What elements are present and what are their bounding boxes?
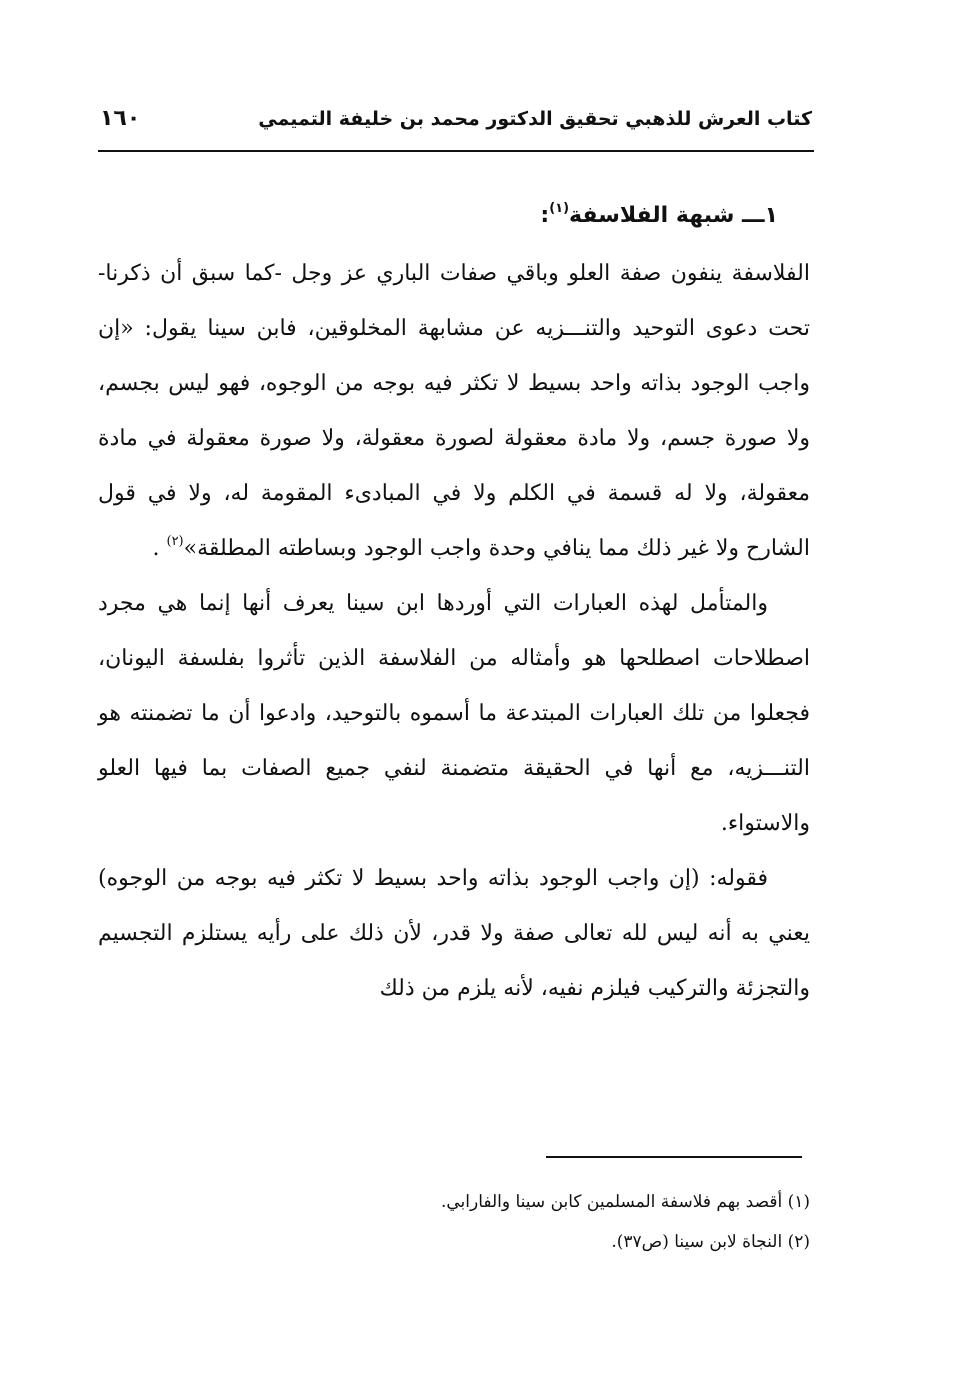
running-header (100, 104, 812, 148)
main-text (98, 186, 810, 1016)
section-heading-text: ١ـــ شبهة الفلاسفة (569, 203, 778, 228)
paragraph-2: والمتأمل لهذه العبارات التي أوردها ابن سينا يعرف أنها إنما هي مجرد اصطلاحات اصطلحها هو وأمثاله من الفلاسفة الذين تأثروا بفلسفة اليونان، فجعلوا من تلك العبارات المبتدعة ما أسموه بالتوحيد، وادعوا أن ما تضمنته هو التنـــزيه، مع أنها في الحقيقة متضمنة لنفي جميع الصفات بما فيها العلو والاستواء. (98, 591, 810, 836)
paragraph-3: فقوله: (إن واجب الوجود بذاته واحد بسيط لا تكثر فيه بوجه من الوجوه) يعني به أنه ليس لله تعالى صفة ولا قدر، لأن ذلك على رأيه يستلزم التجسيم والتجزئة والتركيب فيلزم نفيه، لأنه يلزم من ذلك (98, 866, 810, 1001)
footnote-1: (١) أقصد بهم فلاسفة المسلمين كابن سينا والفارابي. (440, 1192, 810, 1212)
footnotes (98, 1182, 810, 1262)
running-header-title: كتاب العرش للذهبي تحقيق الدكتور محمد بن خليفة التميمي (258, 108, 812, 130)
section-heading-colon: : (540, 203, 550, 228)
paragraph-1-tail: . (152, 536, 167, 561)
paragraph-1 (98, 246, 810, 576)
footnote-ref-1[interactable]: (١) (549, 201, 570, 216)
page-number: ١٦٠ (100, 106, 141, 131)
header-divider (98, 150, 814, 152)
paragraph-1-text: الفلاسفة ينفون صفة العلو وباقي صفات الباري عز وجل -كما سبق أن ذكرنا- تحت دعوى التوحيد والتنـــزيه عن مشابهة المخلوقين، فابن سينا يقول: «إن واجب الوجود بذاته واحد بسيط لا تكثر فيه بوجه من الوجوه، فهو ليس بجسم، ولا صورة جسم، ولا مادة معقولة لصورة معقولة، ولا صورة معقولة في مادة معقولة، ولا له قسمة في الكلم ولا في المبادىء المقومة له، ولا في قول الشارح ولا غير ذلك مما ينافي وحدة واجب الوجود وبساطته المطلقة» (98, 261, 810, 561)
footnote-ref-2[interactable]: (٢) (166, 534, 184, 549)
footnote-2: (٢) النجاة لابن سينا (ص٣٧). (611, 1232, 810, 1252)
footnote-divider (546, 1156, 802, 1158)
section-heading (98, 186, 810, 246)
